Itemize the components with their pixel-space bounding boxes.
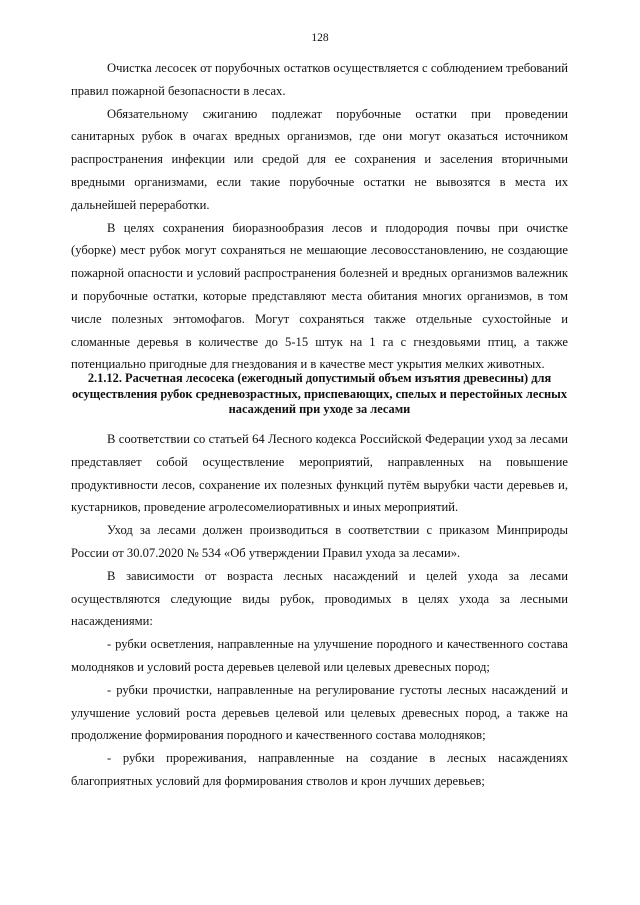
paragraph-felling-types-intro: В зависимости от возраста лесных насаждений и целей ухода за лесами осуществляются следующие виды рубок, проводимых в целях ухода за лесными насаждениями:	[71, 568, 568, 629]
list-item-clarification-felling: - рубки осветления, направленные на улучшение породного и качественного состава молодняков и условий роста деревьев целевой или целевых древесных пород;	[71, 637, 568, 674]
section-heading: 2.1.12. Расчетная лесосека (ежегодный допустимый объем изъятия древесины) для осуществления рубок средневозрастных, приспевающих, спелых и перестойных лесных насаждений при уходе за лесами	[71, 371, 568, 417]
paragraph-mandatory-burning: Обязательному сжиганию подлежат порубочные остатки при проведении санитарных рубок в очагах вредных организмов, где они могут оказаться источником распространения инфекции или средой для ее сохранения и заселения вторичными вредными организмами, если такие порубочные остатки не вывозятся в места их дальнейшей переработки.	[71, 106, 568, 212]
list-item-thinning-felling: - рубки прореживания, направленные на создание в лесных насаждениях благоприятных условий для формирования стволов и крон лучших деревьев;	[71, 751, 568, 788]
section-text-block	[71, 428, 568, 793]
list-item-cleaning-felling: - рубки прочистки, направленные на регулирование густоты лесных насаждений и улучшение условий роста деревьев целевой или целевых древесных пород, а также на продолжение формирования породного и качественного состава молодняков;	[71, 682, 568, 743]
paragraph-ministry-order: Уход за лесами должен производиться в соответствии с приказом Минприроды России от 30.07.2020 № 534 «Об утверждении Правил ухода за лесами».	[71, 523, 568, 560]
paragraph-biodiversity: В целях сохранения биоразнообразия лесов и плодородия почвы при очистке (уборке) мест рубок могут сохраняться не мешающие лесовосстановлению, не создающие пожарной опасности и условий распространения болезней и вредных организмов валежник и порубочные остатки, которые представляют места обитания многих организмов, в том числе полезных энтомофагов. Могут сохраняться также отдельные сухостойные и сломанные деревья в количестве до 5-15 штук на 1 га с гнездовьями птиц, а также потенциально пригодные для гнездования и в качестве мест укрытия мелких животных.	[71, 220, 568, 372]
paragraph-cleanup-rules: Очистка лесосек от порубочных остатков осуществляется с соблюдением требований правил пожарной безопасности в лесах.	[71, 61, 568, 98]
paragraph-forest-code: В соответствии со статьей 64 Лесного кодекса Российской Федерации уход за лесами представляет собой осуществление мероприятий, направленных на повышение продуктивности лесов, сохранение их полезных функций путём вырубки части деревьев и, кустарников, проведение агролесомелиоративных и иных мероприятий.	[71, 432, 568, 515]
intro-text-block	[71, 57, 568, 376]
page-number: 128	[311, 32, 329, 44]
